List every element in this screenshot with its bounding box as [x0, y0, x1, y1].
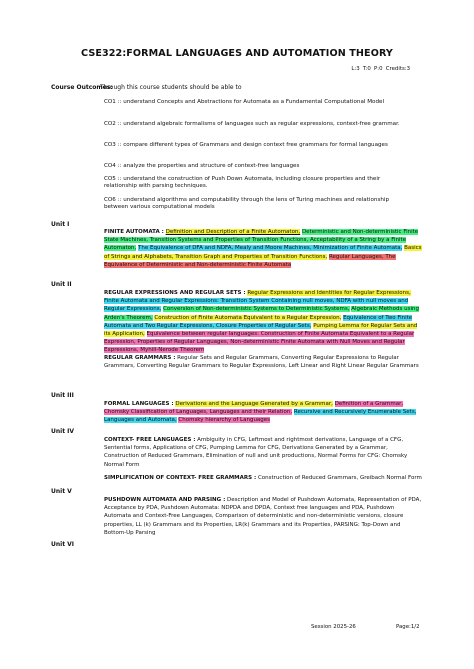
- unit-4-heading: CONTEXT- FREE LANGUAGES :: [104, 437, 196, 443]
- unit-3-topic-2: Definition of a Grammar, Chomsky Classification of Languages, Languages and their Relation,: [104, 401, 404, 416]
- unit-2-grammars: [104, 354, 422, 370]
- outcome-co5: CO5 :: understand the construction of Push Down Automata, including closure properties and their relationship with parsing techniques.: [104, 176, 381, 190]
- course-title: CSE322:FORMAL LANGUAGES AND AUTOMATION THEORY: [81, 48, 393, 59]
- unit-3-heading: FORMAL LANGUAGES :: [104, 401, 174, 407]
- course-outcomes-intro: Through this course students should be able to: [100, 84, 242, 91]
- unit-3-topic-1: Derivations and the Language Generated by a Grammar,: [175, 401, 333, 407]
- unit-2-topic-3: Conversion of Non-deterministic Systems to Deterministic Systems,: [163, 306, 350, 313]
- outcome-co2: CO2 :: understand algebraic formalisms of languages such as regular expressions, context-free grammar.: [104, 121, 400, 127]
- outcome-co1: CO1 :: understand Concepts and Abstractions for Automata as a Fundamental Computational Model: [104, 99, 385, 105]
- unit-2-grammars-text: Regular Sets and Regular Grammars, Converting Regular Expressions to Regular Grammars, Converting Regular Grammars to Regular Expressions, Left Linear and Right Linear Regular Grammars: [104, 355, 419, 370]
- unit-5-label: Unit V: [51, 488, 72, 495]
- unit-5-heading: PUSHDOWN AUTOMATA AND PARSING :: [104, 497, 226, 503]
- unit-1-label: Unit I: [51, 221, 70, 228]
- unit-2-topic-7: Pumping Lemma for Regular Sets and its Application,: [104, 322, 418, 338]
- unit-4-heading-2: SIMPLIFICATION OF CONTEXT- FREE GRAMMARS :: [104, 475, 257, 481]
- unit-2-label: Unit II: [51, 281, 72, 288]
- session-text: Session 2025-26: [311, 624, 356, 630]
- unit-5-content: [104, 496, 422, 537]
- unit-4-simplification: [104, 474, 422, 482]
- tutorial-hours: T:0: [362, 66, 371, 72]
- unit-2-topic-6: Equivalence of Two Finite Automata and Two Regular Expressions, Closure Properties of Regular Sets,: [104, 314, 413, 329]
- outcome-co3: CO3 :: compare different types of Grammars and design context free grammars for formal languages: [104, 142, 388, 148]
- ltp-credits: [351, 66, 410, 72]
- unit-1-topic-4: Basics of Strings and Alphabets, Transition Graph and Properties of Transition Functions,: [104, 245, 422, 260]
- unit-2-topic-2: Finite Automata and Regular Expressions: Transition System Containing null moves, NDFA with null moves and Regular Expressions,: [104, 298, 409, 313]
- page-number: Page:1/2: [396, 624, 420, 630]
- unit-2-heading: REGULAR EXPRESSIONS AND REGULAR SETS :: [104, 290, 246, 296]
- unit-3-topic-4: Chomsky hierarchy of Languages: [178, 417, 271, 424]
- unit-2-content: [104, 289, 422, 355]
- unit-1-topic-5: Regular Languages, The Equivalence of Deterministic and Non-deterministic Finite Automata: [104, 253, 396, 268]
- unit-1-content: [104, 228, 422, 269]
- unit-4-simplification-text: Construction of Reduced Grammars, Greibach Normal Form: [257, 475, 422, 481]
- unit-3-content: [104, 400, 422, 425]
- unit-1-topic-2: Deterministic and Non-deterministic Finite State Machines, Transition Systems and Properties of Transition Functions, Acceptability of a String by a Finite Automaton,: [104, 229, 419, 252]
- course-outcomes-label: Course Outcomes:: [51, 84, 113, 91]
- unit-3-topic-3: Recursive and Recursively Enumerable Sets, Languages and Automata,: [104, 409, 417, 424]
- unit-4-text: Ambiguity in CFG, Leftmost and rightmost derivations, Language of a CFG, Sentential forms, Applications of CFG, Pumping Lemma for CFG, Derivations Generated by a Grammar, Construction of Reduced Grammars, Elimination of null and unit productions, Normal Forms for CFG: Chomsky Normal Form: [104, 437, 408, 468]
- unit-1-topic-1: Definition and Description of a Finite Automaton,: [165, 229, 301, 235]
- practical-hours: P:0: [374, 66, 383, 72]
- unit-3-label: Unit III: [51, 392, 74, 399]
- unit-5-text: Description and Model of Pushdown Automata, Representation of PDA, Acceptance by PDA, Pushdown Automata: NDPDA and DPDA, Context free languages and PDA, Pushdown Automata and Context-Free Languages, Comparison of deterministic and non-deterministic versions, closure properties, LL (k) Grammars and its Properties, LR(k) Grammars and its Properties, PARSING: Top-Down and Bottom-Up Parsing: [104, 497, 422, 536]
- outcome-co4: CO4 :: analyze the properties and structure of context-free languages: [104, 163, 300, 169]
- unit-2-topic-5: Construction of Finite Automata Equivalent to a Regular Expression,: [154, 314, 342, 321]
- unit-1-topic-3: The Equivalence of DFA and NDFA, Mealy and Moore Machines, Minimization of Finite Automata,: [138, 245, 403, 252]
- unit-2-topic-4: Algebraic Methods using Arden's Theorem,: [104, 306, 419, 321]
- outcome-co6: CO6 :: understand algorithms and computability through the lens of Turing machines and relationship between various computational models: [104, 197, 390, 211]
- lecture-hours: L:3: [351, 66, 360, 72]
- unit-2-topic-1: Regular Expressions and Identities for Regular Expressions,: [247, 290, 411, 296]
- unit-6-label: Unit VI: [51, 541, 75, 548]
- unit-4-label: Unit IV: [51, 428, 75, 435]
- unit-2-heading-2: REGULAR GRAMMARS :: [104, 355, 176, 361]
- credits: Credits:3: [385, 66, 410, 72]
- unit-4-content: [104, 436, 422, 469]
- unit-1-heading: FINITE AUTOMATA :: [104, 229, 164, 235]
- unit-2-topic-8: Equivalence between regular languages: Construction of Finite Automata Equivalent to a Regular Expression, Properties of Regular Languages, Non-deterministic Finite Automata with Null Moves and Regular Expressions, Myhill-Nerode Theorem: [104, 331, 415, 354]
